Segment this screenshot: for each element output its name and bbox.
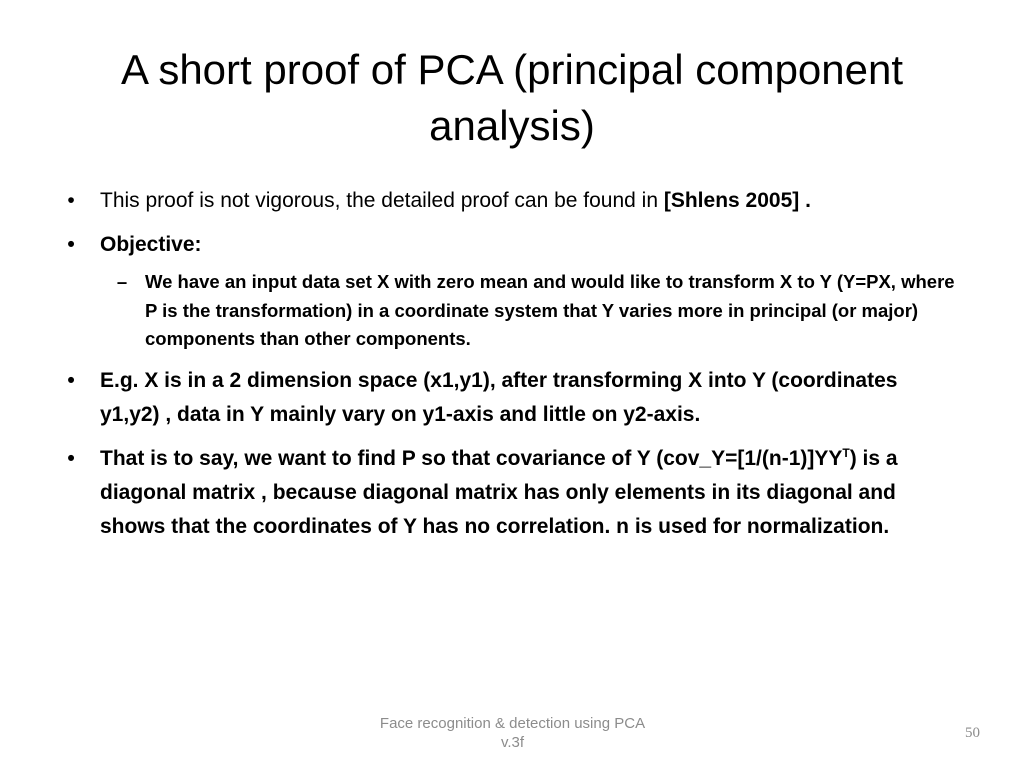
bullet-dot-icon: • — [67, 446, 75, 470]
bullet-text-continued: ) is a diagonal matrix , because diagonal matrix has only elements in its diagonal and shows that the coordinates of Y has no correlation. n is used for normalization. — [100, 446, 898, 538]
transpose-superscript: T — [842, 445, 850, 460]
footer-line-1: Face recognition & detection using PCA — [379, 715, 646, 732]
page-number: 50 — [965, 725, 980, 741]
bullet-text: That is to say, we want to find P so that covariance of Y (cov_Y=[1/(n-1)]YY — [100, 446, 843, 470]
sub-bullet-text: We have an input data set X with zero mean and would like to transform X to Y (Y=PX, where P is the transformation) in a coordinate system that Y varies more in principal (or major) components than other components. — [145, 271, 955, 349]
slide-title-line-1: A short proof of PCA (principal component — [120, 46, 904, 93]
slide-body — [60, 184, 960, 554]
bullet-item — [60, 364, 960, 432]
bullet-item — [60, 228, 960, 262]
bullet-dot-icon: • — [67, 368, 75, 392]
bullet-text: Objective: — [100, 233, 202, 256]
dash-icon: – — [116, 271, 128, 292]
slide-title-line-2: analysis) — [429, 102, 595, 149]
footer-caption — [340, 714, 685, 752]
sub-bullet-item — [60, 268, 960, 354]
bullet-item — [60, 184, 960, 218]
footer-line-2: v.3f — [500, 734, 525, 751]
bullet-text: E.g. X is in a 2 dimension space (x1,y1), after transforming X into Y (coordinates y1,y2) , data in Y mainly vary on y1-axis and little on y2-axis. — [100, 368, 898, 426]
bullet-dot-icon: • — [67, 233, 75, 256]
bullet-dot-icon: • — [67, 189, 75, 212]
bullet-text: This proof is not vigorous, the detailed proof can be found in — [100, 189, 664, 212]
slide-title — [60, 42, 964, 154]
bullet-item — [60, 442, 960, 544]
citation-text: [Shlens 2005] . — [663, 189, 811, 212]
